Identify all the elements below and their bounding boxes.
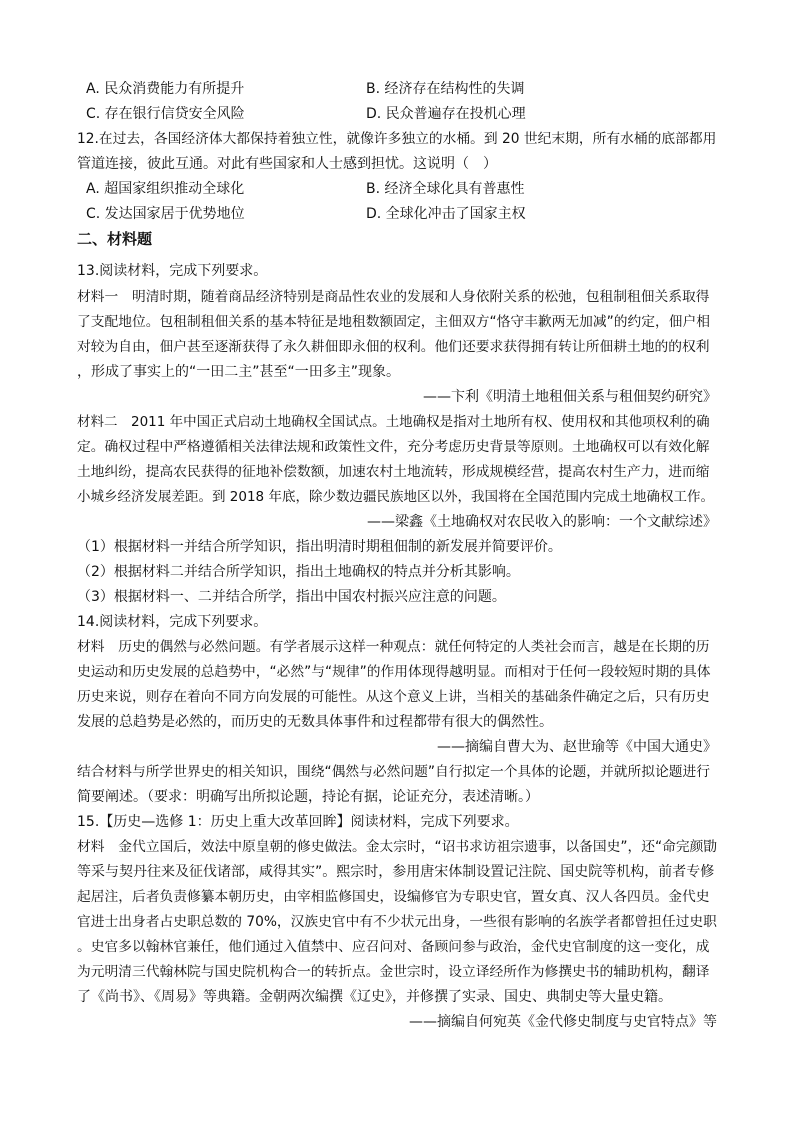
q13-question-3: （3）根据材料一、二并结合所学，指出中国农村振兴应注意的问题。 (77, 589, 506, 605)
q13-m1-source: ——卞利《明清土地租佃关系与租佃契约研究》 (423, 389, 717, 405)
q13-m2-line-4: 小城乡经济发展差距。到 2018 年底，除少数边疆民族地区以外，我国将在全国范围内完成土地确权工作。 (77, 489, 714, 505)
q12-option-a: A. 超国家组织推动全球化 (86, 181, 245, 197)
q14-m-line-4: 发展的总趋势是必然的，而历史的无数具体事件和过程都带有很大的偶然性。 (77, 714, 553, 730)
option-d: D. 民众普遍存在投机心理 (366, 106, 526, 122)
q15-m-line-6: 为元明清三代翰林院与国史院机构合一的转折点。金世宗时，设立译经所作为修撰史书的辅助机构，翻译 (77, 964, 710, 980)
q15-intro: 15.【历史—选修 1：历史上重大改革回眸】阅读材料，完成下列要求。 (77, 814, 519, 830)
option-a: A. 民众消费能力有所提升 (86, 81, 245, 97)
q15-m-source: ——摘编自何宛英《金代修史制度与史官特点》等 (409, 1014, 717, 1030)
q13-m2-line-1: 材料二 2011 年中国正式启动土地确权全国试点。土地确权是指对土地所有权、使用权和其他项权利的确 (77, 414, 710, 430)
option-c: C. 存在银行信贷安全风险 (86, 106, 245, 122)
q15-m-line-2: 等采与契丹往来及征伐诸部，咸得其实”。熙宗时，参用唐宋体制设置记注院、国史院等机构，前者专修 (77, 864, 715, 880)
q13-question-2: （2）根据材料二并结合所学知识，指出土地确权的特点并分析其影响。 (77, 564, 520, 580)
q13-m1-line-4: ，形成了事实上的“一田二主”甚至“一田多主”现象。 (77, 364, 401, 380)
q13-m1-line-3: 对较为自由，佃户甚至逐渐获得了永久耕佃即永佃的权利。他们还要求获得拥有转让所佃耕土地的的权利 (77, 339, 710, 355)
q14-intro: 14.阅读材料，完成下列要求。 (77, 614, 268, 630)
option-b: B. 经济存在结构性的失调 (366, 81, 525, 97)
q12-line-2: 管道连接，彼此互通。对此有些国家和人士感到担忧。这说明（ ） (77, 156, 497, 172)
q14-task-line-2: 简要阐述。（要求：明确写出所拟论题，持论有据，论证充分，表述清晰。） (77, 789, 539, 805)
section-title: 二、材料题 (77, 230, 153, 248)
q12-option-d: D. 全球化冲击了国家主权 (366, 206, 526, 222)
q13-m2-line-2: 定。确权过程中严格遵循相关法律法规和政策性文件，充分考虑历史背景等原则。土地确权可以有效化解 (77, 439, 710, 455)
q13-intro: 13.阅读材料，完成下列要求。 (77, 263, 268, 279)
q15-m-line-4: 官进士出身者占史职总数的 70%，汉族史官中有不少状元出身，一些很有影响的名族学者都曾担任过史职 (77, 914, 717, 930)
q12-option-b: B. 经济全球化具有普惠性 (366, 181, 525, 197)
q12-option-c: C. 发达国家居于优势地位 (86, 206, 245, 222)
q12-line-1: 12.在过去，各国经济体大都保持着独立性，就像许多独立的水桶。到 20 世纪末期，所有水桶的底部都用 (77, 131, 717, 147)
q13-m1-line-2: 了支配地位。包租制租佃关系的基本特征是地租数额固定，主佃双方“恪守丰歉两无加减”的约定，佃户相 (77, 314, 711, 330)
q13-m1-line-1: 材料一 明清时期，随着商品经济特别是商品性农业的发展和人身依附关系的松弛，包租制租佃关系取得 (77, 289, 710, 305)
q13-m2-source: ——梁鑫《土地确权对农民收入的影响：一个文献综述》 (367, 514, 717, 530)
q13-question-1: （1）根据材料一并结合所学知识，指出明清时期租佃制的新发展并简要评价。 (77, 539, 562, 555)
q15-m-line-5: 。史官多以翰林官兼任，他们通过入值禁中、应召问对、备顾问参与政治，金代史官制度的这一变化，成 (77, 939, 710, 955)
q15-m-line-1: 材料 金代立国后，效法中原皇朝的修史做法。金太宗时，“诏书求访祖宗遗事，以备国史”，还“命完颜勖 (77, 839, 718, 855)
q14-m-line-3: 历史来说，则存在着向不同方向发展的可能性。从这个意义上讲，当相关的基础条件确定之后，只有历史 (77, 689, 710, 705)
q13-m2-line-3: 土地纠纷，提高农民获得的征地补偿数额，加速农村土地流转，形成规模经营，提高农村生产力，进而缩 (77, 464, 710, 480)
q15-m-line-3: 起居注，后者负责修纂本朝历史，由宰相监修国史，设编修官为专职史官，置女真、汉人各四员。金代史 (77, 889, 710, 905)
q14-m-line-1: 材料 历史的偶然与必然问题。有学者展示这样一种观点：就任何特定的人类社会而言，越是在长期的历 (77, 639, 710, 655)
q14-m-line-2: 史运动和历史发展的总趋势中，“必然”与“规律”的作用体现得越明显。而相对于任何一段较短时期的具体 (77, 664, 711, 680)
q15-m-line-7: 了《尚书》、《周易》等典籍。金朝两次编撰《辽史》，并修撰了实录、国史、典制史等大量史籍。 (77, 989, 672, 1005)
q14-m-source: ——摘编自曹大为、赵世瑜等《中国大通史》 (437, 739, 717, 755)
q14-task-line-1: 结合材料与所学世界史的相关知识，围绕“偶然与必然问题”自行拟定一个具体的论题，并就所拟论题进行 (77, 764, 711, 780)
